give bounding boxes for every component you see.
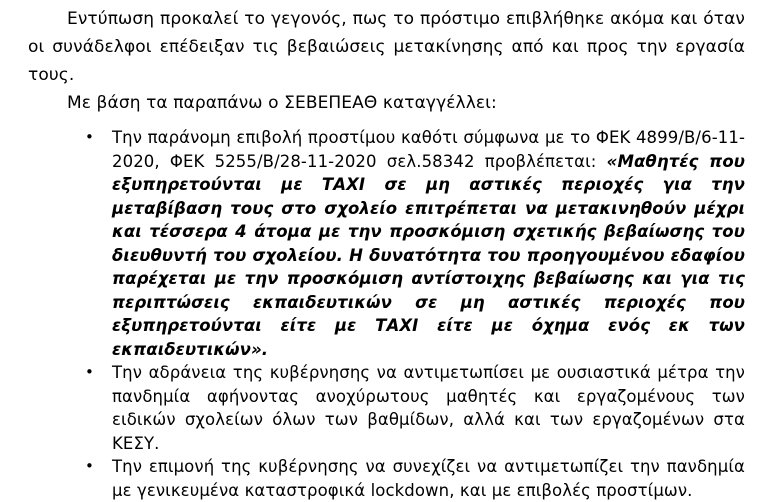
bullet-text-lockdown-persistence: [112, 455, 745, 502]
list-item-penalty-regulation: [28, 126, 745, 361]
list-item-lockdown-persistence: [28, 455, 745, 502]
bullet-list: [28, 126, 745, 502]
bullet-icon: •: [85, 457, 94, 475]
bullet-text: Την επιμονή της κυβέρνησης να συνεχίζει να αντιμετωπίζει την πανδημία με γενικευμένα καταστροφικά lockdown, και με επιβολές προστίμων.: [112, 457, 745, 500]
intro-paragraph-text: Εντύπωση προκαλεί το γεγονός, πως το πρόστιμο επιβλήθηκε ακόμα και όταν οι συνάδελφοι επέδειξαν τις βεβαιώσεις μετακίνησης από και προς την εργασία τους.: [28, 9, 745, 85]
bullet-lead-text: Την παράνομη επιβολή προστίμου καθότι σύμφωνα με το ΦΕΚ 4899/Β/6-11-2020, ΦΕΚ 5255/Β/28-11-2020 σελ.58342 προβλέπεται:: [112, 128, 745, 171]
bullet-text: Την αδράνεια της κυβέρνησης να αντιμετωπίσει με ουσιαστικά μέτρα την πανδημία αφήνοντας ανοχύρωτους μαθητές και εργαζομένους των ειδικών σχολείων όλων των βαθμίδων, αλλά και των εργαζομένων στα ΚΕΣΥ.: [112, 363, 745, 453]
bullet-icon: •: [85, 128, 94, 146]
list-item-government-inaction: [28, 361, 745, 455]
lead-in-paragraph: [28, 89, 745, 117]
lead-in-paragraph-text: Με βάση τα παραπάνω ο ΣΕΒΕΠΕΑΘ καταγγέλλει:: [67, 93, 497, 113]
intro-paragraph: [28, 5, 745, 89]
bullet-text-penalty-regulation: [112, 126, 745, 361]
bullet-icon: •: [85, 363, 94, 381]
bullet-text-government-inaction: [112, 361, 745, 455]
quoted-regulation-text: «Μαθητές που εξυπηρετούνται με ΤΑΧΙ σε μη αστικές περιοχές για την μεταβίβαση τους στο σχολείο επιτρέπεται να μετακινηθούν μέχρι και τέσσερα 4 άτομα με την προσκόμιση σχετικής βεβαίωσης του διευθυντή του σχολείου. Η δυνατότητα του προηγουμένου εδαφίου παρέχεται με την προσκόμιση αντίστοιχης βεβαίωσης και για τις περιπτώσεις εκπαιδευτικών σε μη αστικές περιοχές που εξυπηρετούνται είτε με ΤΑΧΙ είτε με όχημα ενός εκ των εκπαιδευτικών».: [112, 151, 745, 359]
